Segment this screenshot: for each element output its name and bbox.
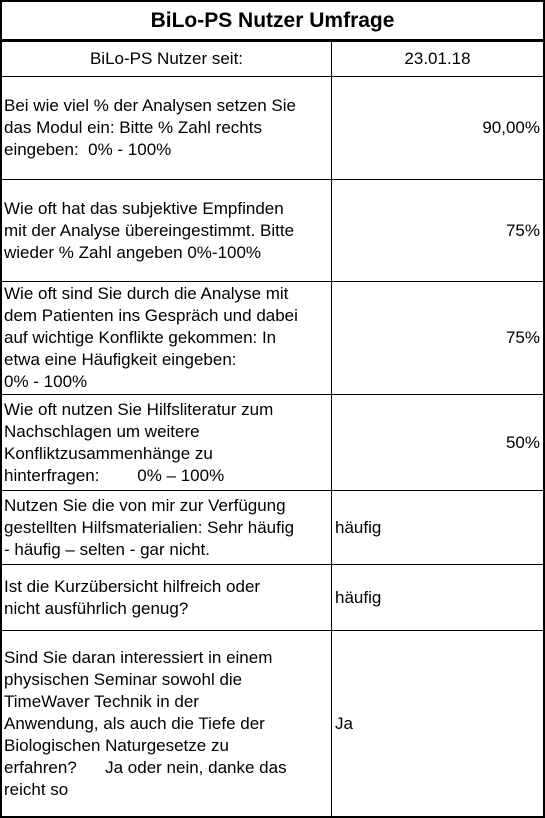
question-cell <box>0 394 332 491</box>
question-text: Wie oft sind Sie durch die Analyse mit dem Patienten ins Gespräch und dabei auf wichtige Konflikte gekommen: In etwa eine Häufigkeit eingeben: 0% - 100% <box>4 284 298 391</box>
question-text: Wie oft nutzen Sie Hilfsliteratur zum Nachschlagen um weitere Konfliktzusammenhänge zu hinterfragen: 0% – 100% <box>4 399 274 485</box>
question-text: Wie oft hat das subjektive Empfinden mit der Analyse übereingestimmt. Bitte wieder % Zahl angeben 0%-100% <box>4 198 295 262</box>
answer-cell[interactable]: 90,00% <box>331 76 545 180</box>
question-text: Bei wie viel % der Analysen setzen Sie das Modul ein: Bitte % Zahl rechts eingeben: 0% - 100% <box>4 96 296 159</box>
question-cell <box>0 281 332 395</box>
answer-cell[interactable]: Ja <box>331 630 545 818</box>
question-cell <box>0 76 332 180</box>
survey-title: BiLo-PS Nutzer Umfrage <box>0 0 545 41</box>
answer-cell[interactable]: häufig <box>331 490 545 565</box>
question-cell <box>0 564 332 631</box>
question-text: Ist die Kurzübersicht hilfreich oder nicht ausführlich genug? <box>4 576 261 618</box>
answer-cell[interactable]: 75% <box>331 281 545 395</box>
answer-cell[interactable]: 50% <box>331 394 545 491</box>
member-since-value[interactable]: 23.01.18 <box>331 41 545 77</box>
member-since-label: BiLo-PS Nutzer seit: <box>0 41 332 77</box>
answer-cell[interactable]: 75% <box>331 179 545 282</box>
question-text: Sind Sie daran interessiert in einem physischen Seminar sowohl die TimeWaver Technik in der Anwendung, als auch die Tiefe der Biologischen Naturgesetze zu erfahren? Ja oder nein, danke das reicht so <box>4 647 287 799</box>
question-cell <box>0 490 332 565</box>
answer-cell[interactable]: häufig <box>331 564 545 631</box>
question-cell <box>0 179 332 282</box>
question-text: Nutzen Sie die von mir zur Verfügung gestellten Hilfsmaterialien: Sehr häufig - häufig – selten - gar nicht. <box>4 495 295 559</box>
question-cell <box>0 630 332 818</box>
